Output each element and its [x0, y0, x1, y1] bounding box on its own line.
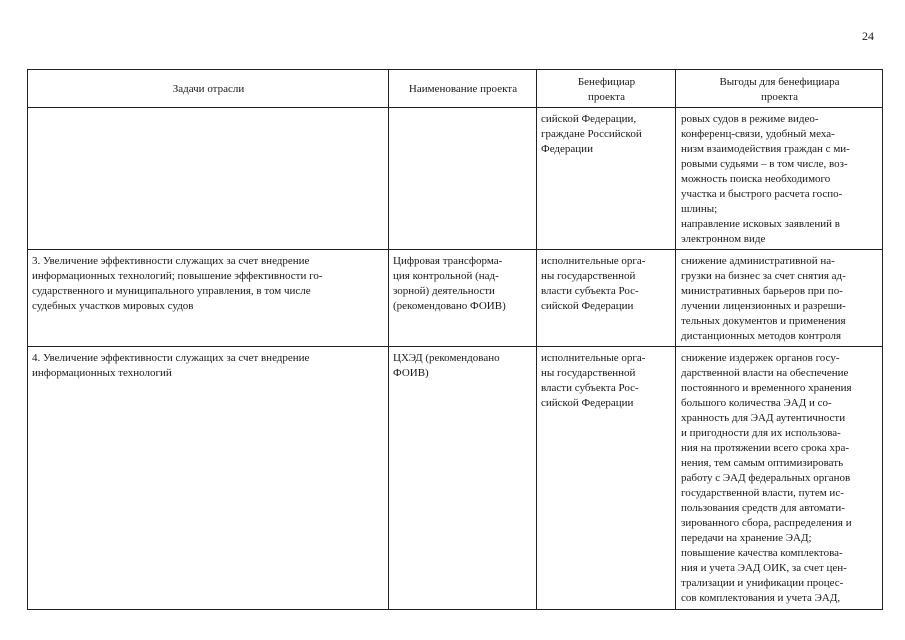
projects-table [27, 69, 883, 610]
header-benefits [676, 70, 883, 108]
table-row [28, 108, 883, 250]
task-cell [28, 347, 389, 610]
project-text: ЦХЭД (рекомендовано ФОИВ) [393, 352, 500, 379]
benefits-cell [676, 108, 883, 250]
task-text [28, 108, 388, 114]
benefits-cell [676, 347, 883, 610]
task-cell [28, 108, 389, 250]
beneficiary-cell [537, 250, 676, 347]
table-row [28, 250, 883, 347]
header-beneficiary-label: Бенефициар проекта [577, 75, 636, 103]
project-text: Цифровая трансформа- ция контрольной (над- зорной) деятельности (рекомендовано ФОИВ) [393, 255, 506, 312]
table-row [28, 347, 883, 610]
beneficiary-cell [537, 108, 676, 250]
task-cell [28, 250, 389, 347]
table-header-row [28, 70, 883, 108]
task-text: 3. Увеличение эффективности служащих за счет внедрение информационных технологий; повышение эффективности го- сударственного и муниципального управления, в том числе судебных участков мировых судов [32, 255, 323, 312]
page-number: 24 [862, 29, 874, 43]
project-cell [389, 250, 537, 347]
header-tasks-label: Задачи отрасли [172, 83, 245, 95]
benefits-cell [676, 250, 883, 347]
header-project-name-label: Наименование проекта [408, 83, 518, 95]
header-project-name [389, 70, 537, 108]
header-beneficiary [537, 70, 676, 108]
beneficiary-cell [537, 347, 676, 610]
project-cell [389, 347, 537, 610]
benefits-text: ровых судов в режиме видео- конференц-связи, удобный меха- низм взаимодействия граждан с ми- ровыми судьями – в том числе, воз- можность поиска необходимого участка и быстрого расчета госпо- шлины; направление исковых заявлений в электронном виде [681, 113, 850, 245]
header-tasks [28, 70, 389, 108]
project-cell [389, 108, 537, 250]
beneficiary-text: исполнительные орга- ны государственной власти субъекта Рос- сийской Федерации [541, 255, 646, 312]
task-text: 4. Увеличение эффективности служащих за счет внедрение информационных технологий [32, 352, 310, 379]
header-benefits-label: Выгоды для бенефициара проекта [719, 75, 840, 103]
project-text [389, 108, 536, 114]
beneficiary-text: сийской Федерации, граждане Российской Федерации [541, 113, 642, 155]
benefits-text: снижение издержек органов госу- дарственной власти на обеспечение постоянного и временного хранения большого количества ЭАД и со- хранность для ЭАД аутентичности и пригодности для их использова- ния на протяжении всего срока хра- нения, тем самым оптимизировать работу с ЭАД федеральных органов государственной власти, путем ис- пользования средств для автомати- зированного сбора, распределения и передачи на хранение ЭАД; повышение качества комплектова- ния и учета ЭАД ОИК, за счет цен- трализации и унификации процес- сов комплектования и учета ЭАД, [681, 352, 852, 604]
benefits-text: снижение административной на- грузки на бизнес за счет снятия ад- министративных барьеров при по- лучении лицензионных и разреши- тельных документов и применения дистанционных методов контроля [681, 255, 846, 342]
beneficiary-text: исполнительные орга- ны государственной власти субъекта Рос- сийской Федерации [541, 352, 646, 409]
